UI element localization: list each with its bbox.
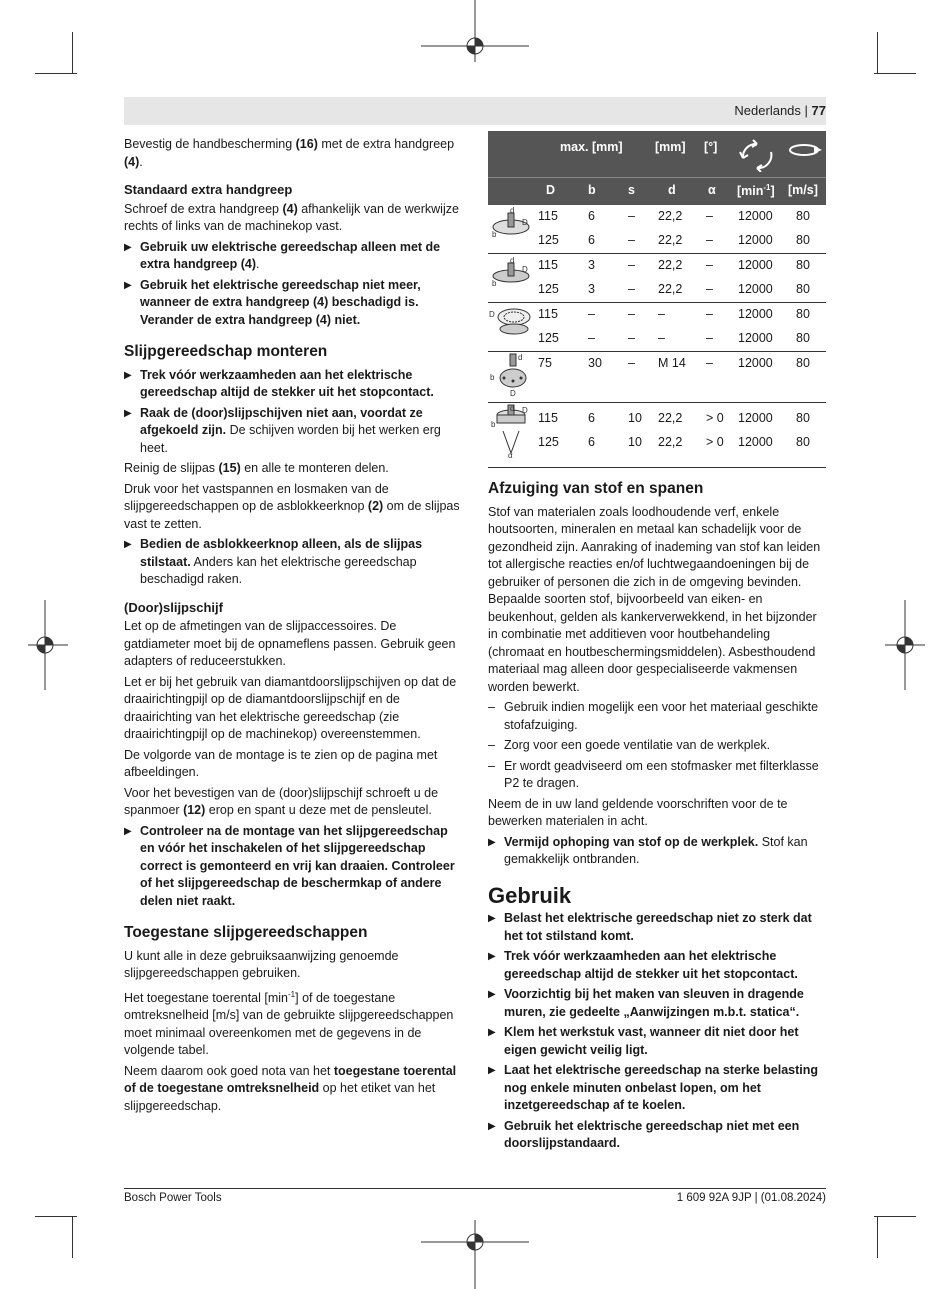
page-header: Nederlands | 77: [734, 103, 826, 118]
section-heading: Afzuiging van stof en spanen: [488, 480, 704, 497]
table-cell: –: [706, 233, 713, 247]
registration-target-icon: [415, 0, 535, 70]
table-cell: 80: [796, 331, 810, 345]
table-cell: 22,2: [658, 435, 683, 449]
table-cell: 6: [588, 435, 595, 449]
table-cell: 80: [796, 282, 810, 296]
table-cell: –: [706, 307, 713, 321]
warning-bullet: ▶ Vermijd ophoping van stof op de werkplek. Stof kan gemakkelijk ontbranden.: [488, 834, 826, 869]
table-group: [488, 254, 826, 303]
crop-mark: [35, 73, 77, 74]
dash-item: – Er wordt geadviseerd om een stofmasker met filterklasse P2 te dragen.: [488, 758, 826, 793]
col-D: D: [546, 183, 556, 197]
table-cell: 115: [538, 307, 558, 321]
dash-item: – Zorg voor een goede ventilatie van de werkplek.: [488, 737, 826, 755]
table-row: [488, 327, 826, 351]
table-row: [488, 407, 826, 431]
svg-text:D: D: [489, 310, 495, 319]
paragraph: Stof van materialen zoals loodhoudende verf, enkele houtsoorten, mineralen en metaal kan schadelijk voor de gezondheid zijn. Aanraking of inademing van stof kan leiden tot allergische reacties en/of luchtwegaandoeningen bij de gebruiker of personen die zich in de omgeving bevinden. Bepaalde soorten stof, bijvoorbeeld van eiken- en beukenhout, gelden als kankerverwekkend, in het bijzonder in combinatie met additieven voor houtbehandeling (chromaat en houtbeschermingsmiddelen). Asbesthoudend materiaal mag alleen door gespecialiseerde vakmensen worden bewerkt.: [488, 504, 821, 694]
table-cell: 125: [538, 435, 559, 449]
table-cell: –: [588, 331, 595, 345]
svg-text:b: b: [490, 373, 495, 382]
table-cell: –: [628, 331, 635, 345]
table-cell: 80: [796, 307, 810, 321]
col-rpm: $[\min^{-1}]$: [737, 183, 775, 199]
table-cell: –: [706, 282, 713, 296]
crop-mark: [874, 1216, 916, 1217]
table-row: [488, 431, 826, 455]
table-group: [488, 352, 826, 403]
page-number: 77: [811, 103, 826, 118]
svg-text:b: b: [492, 279, 497, 288]
svg-text:b: b: [492, 230, 497, 239]
table-cell: –: [628, 233, 635, 247]
warning-bullet: ▶ Trek vóór werkzaamheden aan het elektrische gereedschap altijd de stekker uit het stopcontact.: [488, 948, 826, 983]
svg-text:b: b: [491, 420, 496, 429]
crop-mark: [72, 32, 73, 74]
table-cell: 12000: [738, 435, 773, 449]
table-cell: 125: [538, 282, 559, 296]
paragraph: De volgorde van de montage is te zien op de pagina met afbeeldingen.: [124, 747, 438, 779]
svg-text:D: D: [522, 406, 528, 415]
crop-mark: [35, 1216, 77, 1217]
warning-bullet: ▶ Raak de (door)slijpschijven niet aan, voordat ze afgekoeld zijn. De schijven worden bij het werken erg heet.: [124, 405, 462, 458]
crop-mark: [72, 1216, 73, 1258]
paragraph: Druk voor het vastspannen en losmaken van de slijpgereedschappen op de asblokkeerknop (2) om de slijpas vast te zetten.: [124, 481, 460, 531]
table-cell: 80: [796, 356, 810, 370]
header-bar: [124, 97, 826, 125]
table-group: [488, 205, 826, 254]
footer-rule: [124, 1188, 826, 1189]
paragraph: Het toegestane toerental $[\min^{-1}]$ of de toegestane omtreksnelheid [m/s] van de gebruikte slijpgereedschappen moet minimaal overeenkomen met de gegevens in de volgende tabel.: [124, 989, 454, 1058]
table-cell: 80: [796, 435, 810, 449]
section-heading: Standaard extra handgreep: [124, 182, 293, 197]
table-cell: –: [628, 307, 635, 321]
table-cell: 30: [588, 356, 602, 370]
right-column: [488, 480, 826, 1156]
section-heading: Gebruik: [488, 882, 572, 908]
table-row: [488, 303, 826, 327]
header-language: Nederlands: [734, 103, 801, 118]
table-cell: 115: [538, 411, 558, 425]
table-cell: –: [706, 356, 713, 370]
grinding-tool-table: [488, 131, 826, 468]
table-group: [488, 403, 826, 468]
table-row: [488, 352, 826, 376]
table-cell: –: [628, 282, 635, 296]
footer-brand: Bosch Power Tools: [124, 1192, 222, 1204]
table-cell: –: [658, 307, 665, 321]
col-header-deg: [°]: [704, 140, 718, 154]
table-cell: 75: [538, 356, 552, 370]
svg-text:d: d: [510, 206, 515, 215]
table-cell: 6: [588, 233, 595, 247]
warning-bullet: ▶ Klem het werkstuk vast, wanneer dit niet door het eigen gewicht veilig ligt.: [488, 1024, 826, 1059]
table-cell: 10: [628, 411, 642, 425]
table-row: [488, 205, 826, 229]
table-cell: M 14: [658, 356, 686, 370]
warning-bullet: ▶ Voorzichtig bij het maken van sleuven in dragende muren, zie gedeelte „Aanwijzingen m.b.t. statica“.: [488, 986, 826, 1021]
table-cell: 22,2: [658, 233, 683, 247]
registration-target-icon: [28, 600, 68, 690]
table-cell: 3: [588, 258, 595, 272]
table-body: [488, 205, 826, 468]
warning-bullet: ▶ Gebruik uw elektrische gereedschap alleen met de extra handgreep (4).: [124, 239, 462, 274]
paragraph: Neem daarom ook goed nota van het toegestane toerental of de toegestane omtreksnelheid op het etiket van het slijpgereedschap.: [124, 1063, 457, 1113]
col-alpha: α: [708, 183, 716, 197]
warning-bullet: ▶ Gebruik het elektrische gereedschap niet meer, wanneer de extra handgreep (4) beschadigd is. Verander de extra handgreep (4) niet.: [124, 277, 462, 330]
col-d: d: [668, 183, 676, 197]
table-cell: –: [628, 258, 635, 272]
paragraph: Neem de in uw land geldende voorschriften voor de te bewerken materialen in acht.: [488, 796, 788, 828]
table-cell: 80: [796, 411, 810, 425]
table-cell: –: [658, 331, 665, 345]
paragraph: Bevestig de handbescherming (16) met de extra handgreep (4).: [124, 137, 455, 169]
registration-target-icon: [885, 600, 925, 690]
warning-bullet: ▶ Trek vóór werkzaamheden aan het elektrische gereedschap altijd de stekker uit het stopcontact.: [124, 367, 462, 402]
col-header-mm: [mm]: [655, 140, 686, 154]
table-cell: 6: [588, 209, 595, 223]
paragraph: Reinig de slijpas (15) en alle te monteren delen.: [124, 461, 389, 475]
section-heading: Toegestane slijpgereedschappen: [124, 924, 368, 941]
table-cell: 22,2: [658, 411, 683, 425]
table-cell: 22,2: [658, 209, 683, 223]
table-cell: 12000: [738, 258, 773, 272]
col-b: b: [588, 183, 596, 197]
paragraph: Let op de afmetingen van de slijpaccessoires. De gatdiameter moet bij de opnameflens passen. Gebruik geen adapters of reduceerstukken.: [124, 619, 456, 668]
svg-text:α: α: [508, 451, 513, 459]
warning-bullet: ▶ Bedien de asblokkeerknop alleen, als de slijpas stilstaat. Anders kan het elektrische gereedschap beschadigd raken.: [124, 536, 462, 589]
dash-item: – Gebruik indien mogelijk een voor het materiaal geschikte stofafzuiging.: [488, 699, 826, 734]
table-subheader-row: [488, 177, 826, 205]
table-cell: 6: [588, 411, 595, 425]
table-cell: –: [588, 307, 595, 321]
table-cell: 12000: [738, 307, 773, 321]
paragraph: U kunt alle in deze gebruiksaanwijzing genoemde slijpgereedschappen gebruiken.: [124, 948, 399, 980]
svg-text:d: d: [510, 256, 515, 265]
warning-bullet: ▶ Belast het elektrische gereedschap niet zo sterk dat het tot stilstand komt.: [488, 910, 826, 945]
table-cell: > 0: [706, 411, 724, 425]
svg-text:D: D: [522, 265, 528, 274]
table-header-row: [488, 131, 826, 177]
warning-bullet: ▶ Controleer na de montage van het slijpgereedschap en vóór het inschakelen of het slijpgereedschap correct is gemonteerd en vrij kan draaien. Controleer of het slijpgereedschap de beschermkap of andere delen niet raakt.: [124, 823, 462, 911]
table-cell: –: [706, 209, 713, 223]
table-cell: > 0: [706, 435, 724, 449]
table-cell: 12000: [738, 233, 773, 247]
crop-mark: [877, 1216, 878, 1258]
peripheral-speed-icon: [788, 141, 824, 159]
col-ms: [m/s]: [788, 183, 818, 197]
table-row: [488, 229, 826, 253]
svg-text:D: D: [510, 389, 516, 398]
table-cell: 12000: [738, 356, 773, 370]
table-cell: 22,2: [658, 282, 683, 296]
table-cell: –: [706, 258, 713, 272]
warning-bullet: ▶ Laat het elektrische gereedschap na sterke belasting nog enkele minuten onbelast lopen, om het inzetgereedschap af te koelen.: [488, 1062, 826, 1115]
table-cell: 12000: [738, 209, 773, 223]
crop-mark: [877, 32, 878, 74]
section-heading: (Door)slijpschijf: [124, 599, 223, 615]
paragraph: Let er bij het gebruik van diamantdoorslijpschijven op dat de draairichtingpijl op de diamantdoorslijpschijf en de draairichting van het elektrische gereedschap (zie draairichtingpijl op de machinekop) overeenstemmen.: [124, 674, 457, 741]
table-cell: 12000: [738, 331, 773, 345]
left-column: [124, 136, 462, 1118]
warning-bullet: ▶ Gebruik het elektrische gereedschap niet met een doorslijpstandaard.: [488, 1118, 826, 1153]
table-cell: 125: [538, 233, 559, 247]
table-row: [488, 254, 826, 278]
table-cell: 80: [796, 233, 810, 247]
rotation-speed-icon: [735, 138, 779, 172]
paragraph: Voor het bevestigen van de (door)slijpschijf schroeft u de spanmoer (12) erop en spant u deze met de pensleutel.: [124, 785, 439, 817]
table-cell: –: [706, 331, 713, 345]
svg-text:d: d: [518, 353, 523, 362]
table-cell: 12000: [738, 282, 773, 296]
table-cell: 3: [588, 282, 595, 296]
table-group: [488, 303, 826, 352]
col-header-max-mm: max. [mm]: [560, 140, 623, 154]
table-cell: 115: [538, 209, 558, 223]
table-cell: 80: [796, 258, 810, 272]
table-cell: –: [628, 209, 635, 223]
registration-target-icon: [415, 1220, 535, 1289]
svg-text:D: D: [522, 218, 528, 227]
col-s: s: [628, 183, 635, 197]
crop-mark: [874, 73, 916, 74]
svg-text:d: d: [510, 404, 515, 413]
table-cell: –: [628, 356, 635, 370]
table-cell: 10: [628, 435, 642, 449]
table-cell: 125: [538, 331, 559, 345]
paragraph: Schroef de extra handgreep (4) afhankelijk van de werkwijze rechts of links van de machinekop vast.: [124, 201, 459, 233]
table-cell: 80: [796, 209, 810, 223]
table-cell: 115: [538, 258, 558, 272]
footer-docnumber: 1 609 92A 9JP | (01.08.2024): [676, 1192, 826, 1204]
section-heading: Slijpgereedschap monteren: [124, 343, 328, 360]
table-row: [488, 278, 826, 302]
table-cell: 12000: [738, 411, 773, 425]
table-cell: 22,2: [658, 258, 683, 272]
